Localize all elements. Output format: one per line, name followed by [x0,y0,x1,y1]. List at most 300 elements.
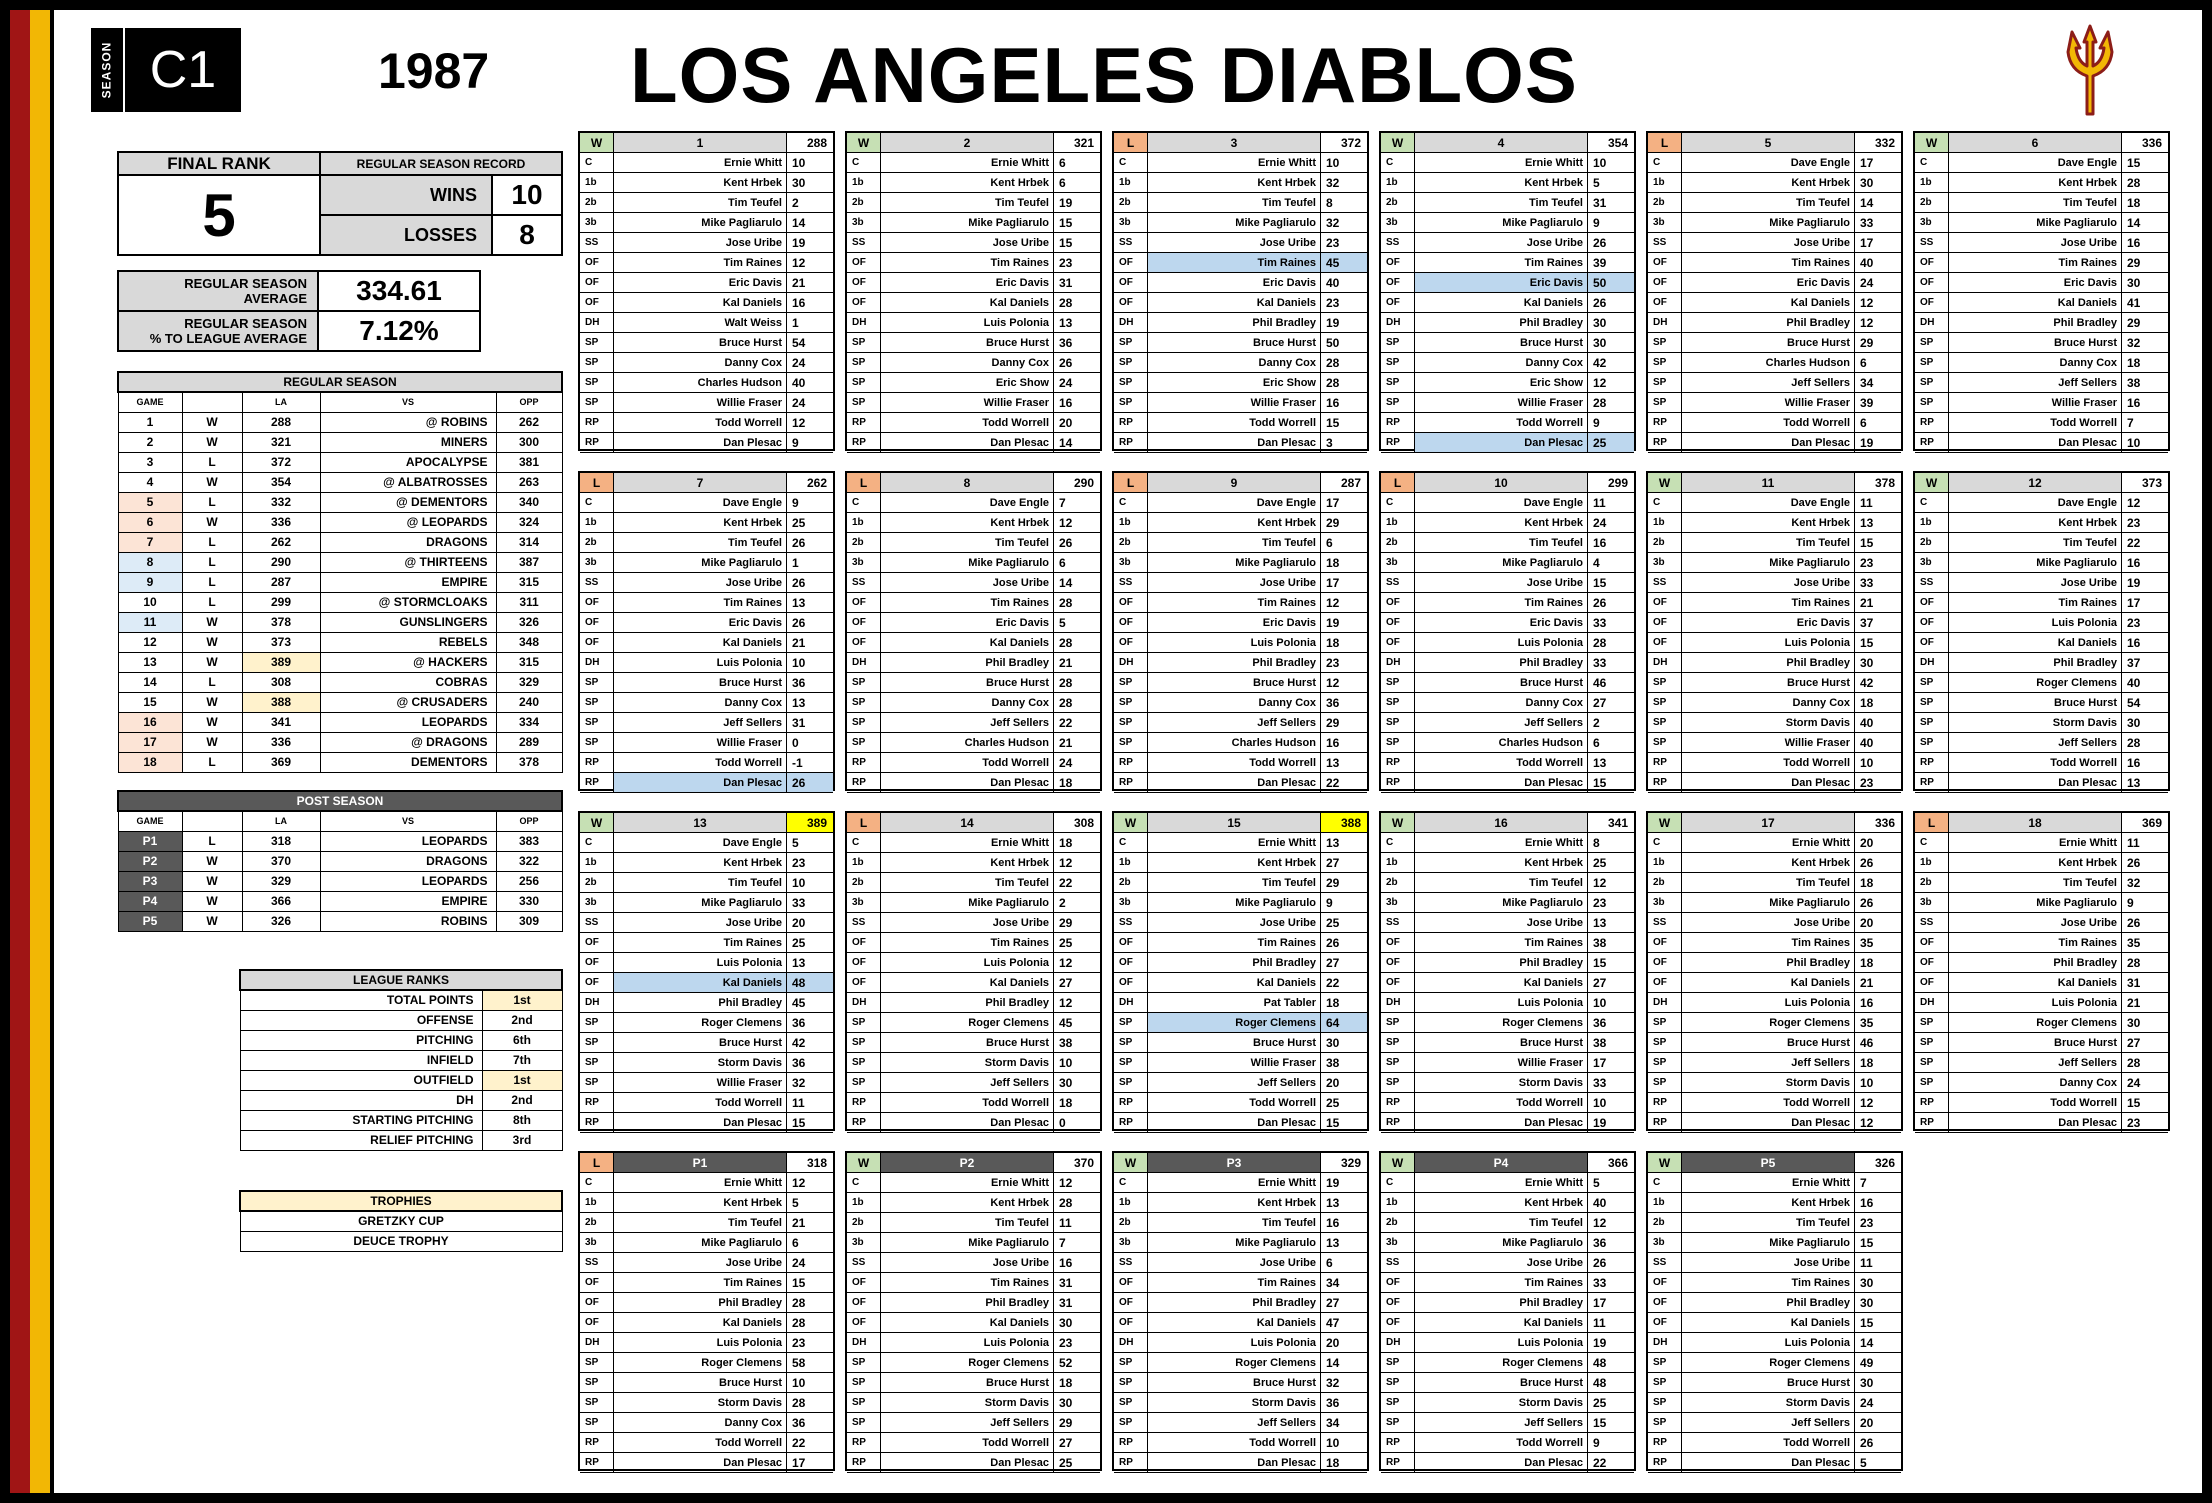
player-points: 12 [2122,493,2168,513]
la-score: 326 [242,911,320,931]
opp-score: 262 [496,412,562,432]
opp-score: 314 [496,532,562,552]
player-name: Jose Uribe [614,1253,787,1273]
player-position: OF [1114,613,1148,633]
player-name: Jose Uribe [1682,233,1855,253]
player-points: 29 [1054,1413,1100,1433]
player-position: SP [1648,1073,1682,1093]
player-points: 48 [1588,1353,1634,1373]
player-name: Jose Uribe [614,913,787,933]
player-position: OF [847,1313,881,1333]
player-points: 2 [1588,713,1634,733]
player-name: Mike Pagliarulo [1148,893,1321,913]
opponent: REBELS [320,632,496,652]
player-points: 9 [1588,1433,1634,1453]
player-name: Tim Raines [881,933,1054,953]
player-position: C [847,493,881,513]
player-position: DH [1114,1333,1148,1353]
player-points: 49 [1855,1353,1901,1373]
player-position: C [1381,833,1415,853]
player-position: C [580,153,614,173]
game-label: 6 [1949,133,2122,153]
player-name: Tim Raines [1682,1273,1855,1293]
player-position: 1b [1381,513,1415,533]
player-points: 11 [1588,493,1634,513]
player-position: SP [847,693,881,713]
player-position: RP [580,1113,614,1133]
game-label: 5 [1682,133,1855,153]
player-name: Tim Raines [1415,253,1588,273]
player-points: 23 [2122,513,2168,533]
player-name: Eric Davis [1682,273,1855,293]
player-position: OF [847,973,881,993]
player-name: Tim Teufel [1949,873,2122,893]
player-points: 16 [2122,633,2168,653]
player-name: Jose Uribe [1415,913,1588,933]
player-position: SP [1648,1053,1682,1073]
game-row [118,432,562,452]
player-name: Dan Plesac [1682,433,1855,453]
rank-value: 1st [482,1070,562,1090]
player-position: SP [580,673,614,693]
player-name: Tim Teufel [1415,193,1588,213]
game-number: 12 [118,632,182,652]
player-name: Phil Bradley [1415,313,1588,333]
player-name: Luis Polonia [1682,1333,1855,1353]
player-points: 40 [787,373,833,393]
post-game-row [118,911,562,931]
player-points: 5 [1054,613,1100,633]
player-position: C [1114,493,1148,513]
player-name: Jeff Sellers [881,1073,1054,1093]
player-points: 12 [1855,1093,1901,1113]
player-points: 23 [1321,233,1367,253]
opp-score: 289 [496,732,562,752]
player-name: Mike Pagliarulo [881,893,1054,913]
player-position: 3b [580,893,614,913]
player-points: 40 [1855,713,1901,733]
player-position: RP [1648,1113,1682,1133]
player-name: Jose Uribe [1415,1253,1588,1273]
column-header [182,811,242,831]
player-name: Bruce Hurst [1148,1033,1321,1053]
player-points: 23 [1855,1213,1901,1233]
trophies-table [239,1190,563,1252]
player-position: SP [1648,693,1682,713]
trophy-name: DEUCE TROPHY [240,1231,562,1251]
player-name: Phil Bradley [614,993,787,1013]
player-position: RP [580,773,614,793]
player-name: Luis Polonia [1949,613,2122,633]
game-result: W [182,472,242,492]
player-position: OF [1381,953,1415,973]
game-result-badge: L [1114,133,1148,153]
player-position: 2b [1648,873,1682,893]
player-name: Tim Raines [1949,253,2122,273]
player-position: SP [1114,1373,1148,1393]
game-total: 326 [1855,1153,1901,1173]
rank-value: 2nd [482,1090,562,1110]
player-position: SS [1915,573,1949,593]
player-position: DH [1114,993,1148,1013]
game-total: 336 [2122,133,2168,153]
player-points: 29 [1855,333,1901,353]
player-name: Kent Hrbek [1682,513,1855,533]
player-name: Luis Polonia [1682,993,1855,1013]
player-name: Mike Pagliarulo [614,553,787,573]
player-name: Todd Worrell [1148,1433,1321,1453]
player-name: Todd Worrell [614,1433,787,1453]
player-name: Tim Raines [1682,253,1855,273]
player-name: Phil Bradley [1148,953,1321,973]
player-position: SP [1381,1053,1415,1073]
player-points: 37 [2122,653,2168,673]
rank-row [240,1050,562,1070]
player-points: 26 [787,573,833,593]
player-points: 26 [2122,913,2168,933]
player-position: OF [1915,973,1949,993]
player-name: Tim Teufel [1949,533,2122,553]
player-position: C [1381,493,1415,513]
player-position: OF [1648,593,1682,613]
player-position: SP [1915,333,1949,353]
league-ranks-title: LEAGUE RANKS [240,970,562,990]
player-name: Phil Bradley [1148,313,1321,333]
player-position: RP [1915,1113,1949,1133]
player-points: 27 [1054,973,1100,993]
player-name: Tim Teufel [881,873,1054,893]
player-position: RP [1114,753,1148,773]
player-points: 6 [1321,1253,1367,1273]
player-position: 1b [1915,173,1949,193]
player-name: Dan Plesac [1415,773,1588,793]
player-name: Roger Clemens [1949,673,2122,693]
player-points: 3 [1321,433,1367,453]
player-position: OF [1381,973,1415,993]
player-name: Eric Davis [614,613,787,633]
player-position: RP [1114,1453,1148,1473]
player-name: Dan Plesac [1415,1453,1588,1473]
player-position: SP [1915,1033,1949,1053]
la-score: 290 [242,552,320,572]
wins-label: WINS [320,175,492,215]
player-points: 6 [787,1233,833,1253]
player-position: RP [1648,413,1682,433]
player-position: 3b [1114,1233,1148,1253]
player-points: 6 [1054,153,1100,173]
player-name: Mike Pagliarulo [1949,553,2122,573]
game-total: 389 [787,813,833,833]
player-position: 2b [1915,193,1949,213]
player-name: Kal Daniels [1949,293,2122,313]
opp-score: 378 [496,752,562,772]
player-name: Kal Daniels [1949,633,2122,653]
player-position: SP [1915,393,1949,413]
player-points: 1 [787,553,833,573]
game-label: 13 [614,813,787,833]
player-points: 1 [787,313,833,333]
player-name: Phil Bradley [1148,653,1321,673]
player-points: 27 [1054,1433,1100,1453]
opponent: DRAGONS [320,532,496,552]
column-header: VS [320,392,496,412]
player-position: RP [1915,773,1949,793]
player-points: 40 [1321,273,1367,293]
player-points: 29 [1321,513,1367,533]
opponent: EMPIRE [320,572,496,592]
player-name: Jeff Sellers [1415,713,1588,733]
player-position: 3b [1381,553,1415,573]
player-name: Eric Davis [881,613,1054,633]
player-position: C [847,1173,881,1193]
season-badge [91,28,241,112]
regular-season-table [117,371,563,773]
rank-category: TOTAL POINTS [240,990,482,1010]
player-points: 25 [1321,1093,1367,1113]
player-name: Kal Daniels [1148,973,1321,993]
player-name: Jeff Sellers [1148,1073,1321,1093]
player-position: SP [580,1393,614,1413]
player-points: 14 [787,213,833,233]
player-points: 15 [1321,1113,1367,1133]
game-box [1112,131,1369,451]
player-name: Dave Engle [1949,153,2122,173]
player-name: Dave Engle [1415,493,1588,513]
player-points: 37 [1855,613,1901,633]
player-points: 16 [1855,993,1901,1013]
player-position: 1b [1648,1193,1682,1213]
player-position: 3b [1381,893,1415,913]
player-points: 18 [1054,1093,1100,1113]
player-points: 23 [787,1333,833,1353]
player-position: DH [1381,653,1415,673]
player-points: 28 [1054,593,1100,613]
player-points: 31 [1054,1293,1100,1313]
player-position: 3b [1915,213,1949,233]
player-name: Kal Daniels [1682,293,1855,313]
player-points: 30 [2122,713,2168,733]
player-name: Jose Uribe [881,913,1054,933]
player-points: 27 [1321,853,1367,873]
player-points: 10 [1588,153,1634,173]
player-position: RP [580,1433,614,1453]
player-name: Jeff Sellers [1949,1053,2122,1073]
opponent: @ THIRTEENS [320,552,496,572]
player-position: OF [1648,253,1682,273]
player-name: Tim Teufel [1949,193,2122,213]
player-points: 33 [1588,1273,1634,1293]
player-points: 21 [1855,973,1901,993]
player-position: SP [1114,693,1148,713]
player-points: 26 [1588,593,1634,613]
game-number: 5 [118,492,182,512]
player-name: Roger Clemens [881,1013,1054,1033]
player-name: Phil Bradley [1415,953,1588,973]
game-label: 16 [1415,813,1588,833]
player-position: RP [1915,1093,1949,1113]
opponent: MINERS [320,432,496,452]
player-name: Tim Teufel [1682,533,1855,553]
player-points: 10 [1588,1093,1634,1113]
player-points: 5 [1588,173,1634,193]
post-season-title-row [118,791,562,811]
player-points: 28 [2122,173,2168,193]
la-score: 332 [242,492,320,512]
player-points: 32 [2122,873,2168,893]
opp-score: 240 [496,692,562,712]
player-name: Todd Worrell [1682,1433,1855,1453]
player-position: OF [1114,973,1148,993]
player-points: 48 [1588,1373,1634,1393]
la-score: 372 [242,452,320,472]
column-header [182,392,242,412]
player-name: Jeff Sellers [614,713,787,733]
player-name: Kent Hrbek [1682,173,1855,193]
player-position: RP [1915,753,1949,773]
game-box [1646,1151,1903,1471]
player-points: 13 [1321,833,1367,853]
player-name: Charles Hudson [881,733,1054,753]
player-points: 21 [787,1213,833,1233]
player-position: SP [580,1073,614,1093]
player-points: 21 [787,273,833,293]
game-number: 2 [118,432,182,452]
player-name: Todd Worrell [1949,413,2122,433]
player-name: Jose Uribe [1682,573,1855,593]
player-position: SP [1381,733,1415,753]
column-header: OPP [496,811,562,831]
game-result-badge: L [1915,813,1949,833]
player-position: RP [847,1113,881,1133]
player-name: Charles Hudson [1148,733,1321,753]
column-header: GAME [118,811,182,831]
rank-value: 2nd [482,1010,562,1030]
player-name: Roger Clemens [614,1353,787,1373]
player-name: Phil Bradley [1949,653,2122,673]
player-name: Tim Teufel [1682,873,1855,893]
post-game-row [118,851,562,871]
player-points: 38 [1588,933,1634,953]
game-result: L [182,452,242,472]
player-position: DH [580,653,614,673]
player-position: OF [1114,933,1148,953]
player-points: 18 [1855,1053,1901,1073]
rank-value: 8th [482,1110,562,1130]
player-name: Tim Teufel [614,1213,787,1233]
player-position: SP [580,1013,614,1033]
player-name: Ernie Whitt [1148,153,1321,173]
player-name: Kent Hrbek [1148,513,1321,533]
la-score: 287 [242,572,320,592]
player-points: 29 [1321,873,1367,893]
player-name: Danny Cox [1949,1073,2122,1093]
player-position: SP [847,1393,881,1413]
player-name: Jeff Sellers [1415,1413,1588,1433]
player-position: 1b [580,173,614,193]
player-name: Dan Plesac [614,433,787,453]
player-position: SP [1114,373,1148,393]
player-position: SP [1915,693,1949,713]
game-result: L [182,532,242,552]
player-name: Ernie Whitt [1415,1173,1588,1193]
opponent: COBRAS [320,672,496,692]
player-name: Kent Hrbek [1148,853,1321,873]
player-position: C [1648,493,1682,513]
player-position: RP [847,1093,881,1113]
player-name: Dan Plesac [1682,1453,1855,1473]
game-row [118,732,562,752]
player-points: 12 [1321,593,1367,613]
player-points: 19 [1855,433,1901,453]
player-points: 15 [1855,533,1901,553]
trophy-row [240,1231,562,1251]
player-name: Mike Pagliarulo [881,1233,1054,1253]
player-position: DH [1648,313,1682,333]
game-row [118,452,562,472]
player-points: 28 [1588,633,1634,653]
player-name: Storm Davis [1949,713,2122,733]
player-name: Kent Hrbek [1682,853,1855,873]
player-points: 46 [1855,1033,1901,1053]
la-score: 321 [242,432,320,452]
player-position: SP [847,333,881,353]
rank-category: STARTING PITCHING [240,1110,482,1130]
game-result: W [182,692,242,712]
player-points: 16 [1054,393,1100,413]
player-name: Bruce Hurst [1148,1373,1321,1393]
player-points: 25 [1588,433,1634,453]
player-points: 21 [1054,733,1100,753]
player-points: 10 [1321,153,1367,173]
player-position: OF [1381,1313,1415,1333]
player-name: Kent Hrbek [881,513,1054,533]
game-row [118,592,562,612]
player-name: Tim Raines [881,253,1054,273]
game-number: 15 [118,692,182,712]
player-points: 27 [2122,1033,2168,1053]
player-points: 16 [1321,393,1367,413]
player-position: 2b [1648,533,1682,553]
player-name: Roger Clemens [1148,1353,1321,1373]
player-points: 16 [1321,1213,1367,1233]
player-points: 10 [787,653,833,673]
player-name: Luis Polonia [1415,993,1588,1013]
player-name: Storm Davis [1148,1393,1321,1413]
player-position: OF [847,1293,881,1313]
player-position: RP [1381,1113,1415,1133]
player-position: C [1648,1173,1682,1193]
player-position: RP [1915,433,1949,453]
game-result: W [182,732,242,752]
player-name: Jose Uribe [614,573,787,593]
player-name: Tim Raines [614,1273,787,1293]
player-points: 10 [1855,1073,1901,1093]
player-points: 16 [1321,733,1367,753]
game-result: W [182,432,242,452]
player-points: 22 [2122,533,2168,553]
player-position: DH [1915,313,1949,333]
player-position: SS [1648,913,1682,933]
player-position: RP [847,1453,881,1473]
game-number: 6 [118,512,182,532]
player-points: 17 [2122,593,2168,613]
player-position: SP [1381,1013,1415,1033]
player-points: 21 [1855,593,1901,613]
player-position: RP [847,433,881,453]
player-name: Kal Daniels [1415,293,1588,313]
player-name: Dave Engle [1148,493,1321,513]
player-name: Dave Engle [881,493,1054,513]
